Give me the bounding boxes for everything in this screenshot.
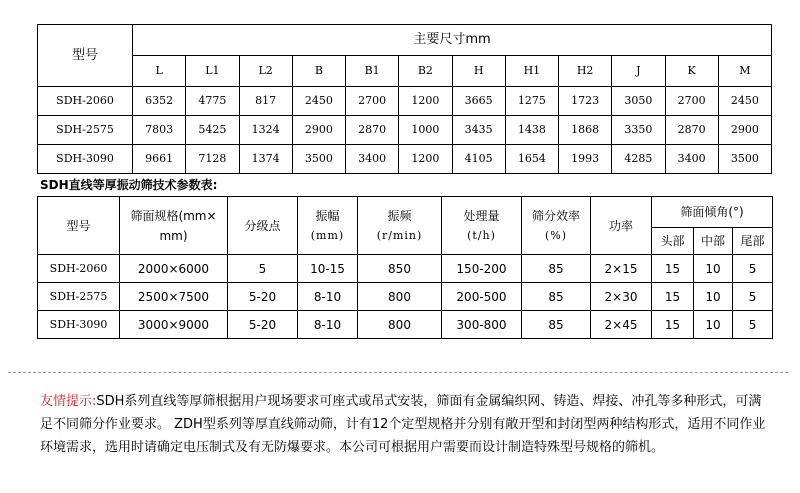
dimensions-group-header: 主要尺寸mm [133, 25, 772, 56]
amplitude-cell: 8-10 [298, 283, 358, 311]
main-dimensions-table [37, 24, 772, 174]
incline-head-header: 头部 [652, 228, 694, 255]
frequency-header [358, 197, 442, 255]
grading-cell: 5-20 [228, 311, 298, 339]
column-header: B [292, 56, 345, 87]
model-cell: SDH-2060 [38, 87, 133, 116]
value-cell: 5425 [186, 116, 239, 145]
column-header: H2 [559, 56, 612, 87]
table2-header-row [38, 197, 773, 228]
model-cell: SDH-3090 [38, 145, 133, 174]
power-header: 功率 [591, 197, 652, 255]
capacity-cell: 300-800 [442, 311, 522, 339]
value-cell: 1993 [559, 145, 612, 174]
column-header: J [612, 56, 665, 87]
column-header: B1 [346, 56, 399, 87]
head-cell: 15 [652, 311, 694, 339]
model-cell: SDH-2575 [38, 116, 133, 145]
value-cell: 3435 [452, 116, 505, 145]
value-cell: 7128 [186, 145, 239, 174]
table-row [38, 255, 773, 283]
power-cell: 2×45 [591, 311, 652, 339]
power-cell: 2×30 [591, 283, 652, 311]
value-cell: 2900 [718, 116, 771, 145]
spec-cell: 2500×7500 [120, 283, 228, 311]
value-cell: 4105 [452, 145, 505, 174]
column-header: L1 [186, 56, 239, 87]
value-cell: 2700 [346, 87, 399, 116]
table-row [38, 283, 773, 311]
value-cell: 2450 [718, 87, 771, 116]
middle-cell: 10 [694, 283, 733, 311]
value-cell: 2700 [665, 87, 718, 116]
value-cell: 2900 [292, 116, 345, 145]
model-cell: SDH-3090 [38, 311, 120, 339]
table1-column-row [38, 56, 772, 87]
grading-cell: 5-20 [228, 283, 298, 311]
efficiency-header [522, 197, 591, 255]
section-divider [8, 372, 788, 373]
value-cell: 1654 [505, 145, 558, 174]
value-cell: 1000 [399, 116, 452, 145]
value-cell: 3400 [665, 145, 718, 174]
amplitude-cell: 10-15 [298, 255, 358, 283]
value-cell: 1374 [239, 145, 292, 174]
frequency-cell: 800 [358, 283, 442, 311]
value-cell: 2450 [292, 87, 345, 116]
frequency-header-line2: (r/min) [376, 228, 423, 242]
capacity-cell: 150-200 [442, 255, 522, 283]
column-header: H [452, 56, 505, 87]
friendly-tip [40, 390, 770, 459]
grading-cell: 5 [228, 255, 298, 283]
value-cell: 817 [239, 87, 292, 116]
technical-params-title: SDH直线等厚振动筛技术参数表: [40, 178, 218, 192]
efficiency-header-line2: (%) [544, 228, 568, 242]
amplitude-cell: 8-10 [298, 311, 358, 339]
value-cell: 2870 [346, 116, 399, 145]
amplitude-header-line1: 振幅 [315, 208, 340, 223]
value-cell: 3350 [612, 116, 665, 145]
screen-spec-header-line1: 筛面规格(mm× [130, 208, 217, 223]
table-row [38, 87, 772, 116]
frequency-cell: 800 [358, 311, 442, 339]
column-header: B2 [399, 56, 452, 87]
efficiency-cell: 85 [522, 255, 591, 283]
column-header: M [718, 56, 771, 87]
value-cell: 4775 [186, 87, 239, 116]
value-cell: 6352 [133, 87, 186, 116]
tail-cell: 5 [733, 255, 773, 283]
screen-spec-header-line2: mm) [159, 228, 188, 243]
capacity-header [442, 197, 522, 255]
column-header: K [665, 56, 718, 87]
amplitude-header-line2: (mm) [310, 228, 345, 242]
friendly-tip-text: SDH系列直线等厚筛根据用户现场要求可座式或吊式安装，筛面有金属编织网、铸造、焊接、冲孔等多种形式，可满足不同筛分作业要求。 ZDH型系列等厚直线筛动筛，计有12个定型规格并分别有敞开型和封闭型两种结构形式，适用不同作业环境需求，选用时请确定电压制式及有无防爆要求。本公司可根据用户需要而设计制造特殊型号规格的筛机。 [40, 394, 766, 455]
column-header: H1 [505, 56, 558, 87]
efficiency-cell: 85 [522, 283, 591, 311]
value-cell: 9661 [133, 145, 186, 174]
grading-point-header: 分级点 [228, 197, 298, 255]
power-cell: 2×15 [591, 255, 652, 283]
friendly-tip-label: 友情提示: [40, 394, 97, 409]
tail-cell: 5 [733, 311, 773, 339]
middle-cell: 10 [694, 255, 733, 283]
middle-cell: 10 [694, 311, 733, 339]
value-cell: 3050 [612, 87, 665, 116]
value-cell: 3400 [346, 145, 399, 174]
model-cell: SDH-2575 [38, 283, 120, 311]
value-cell: 1438 [505, 116, 558, 145]
value-cell: 1200 [399, 87, 452, 116]
head-cell: 15 [652, 255, 694, 283]
capacity-header-line1: 处理量 [463, 208, 500, 223]
model-cell: SDH-2060 [38, 255, 120, 283]
value-cell: 2870 [665, 116, 718, 145]
tail-cell: 5 [733, 283, 773, 311]
head-cell: 15 [652, 283, 694, 311]
model-header: 型号 [38, 25, 133, 87]
value-cell: 1324 [239, 116, 292, 145]
value-cell: 4285 [612, 145, 665, 174]
value-cell: 3500 [292, 145, 345, 174]
efficiency-cell: 85 [522, 311, 591, 339]
column-header: L2 [239, 56, 292, 87]
spec-cell: 2000×6000 [120, 255, 228, 283]
frequency-cell: 850 [358, 255, 442, 283]
value-cell: 1868 [559, 116, 612, 145]
frequency-header-line1: 振频 [387, 208, 412, 223]
table-row [38, 116, 772, 145]
value-cell: 1723 [559, 87, 612, 116]
incline-middle-header: 中部 [694, 228, 733, 255]
incline-header: 筛面倾角(°) [652, 197, 773, 228]
column-header: L [133, 56, 186, 87]
technical-params-table [37, 196, 773, 339]
value-cell: 1200 [399, 145, 452, 174]
model-header: 型号 [38, 197, 120, 255]
value-cell: 1275 [505, 87, 558, 116]
spec-cell: 3000×9000 [120, 311, 228, 339]
screen-spec-header [120, 197, 228, 255]
incline-tail-header: 尾部 [733, 228, 773, 255]
value-cell: 3665 [452, 87, 505, 116]
capacity-cell: 200-500 [442, 283, 522, 311]
efficiency-header-line1: 筛分效率 [531, 208, 580, 223]
value-cell: 7803 [133, 116, 186, 145]
table-row [38, 145, 772, 174]
capacity-header-line2: (t/h) [467, 228, 496, 242]
table1-header-row [38, 25, 772, 56]
amplitude-header [298, 197, 358, 255]
value-cell: 3500 [718, 145, 771, 174]
table-row [38, 311, 773, 339]
